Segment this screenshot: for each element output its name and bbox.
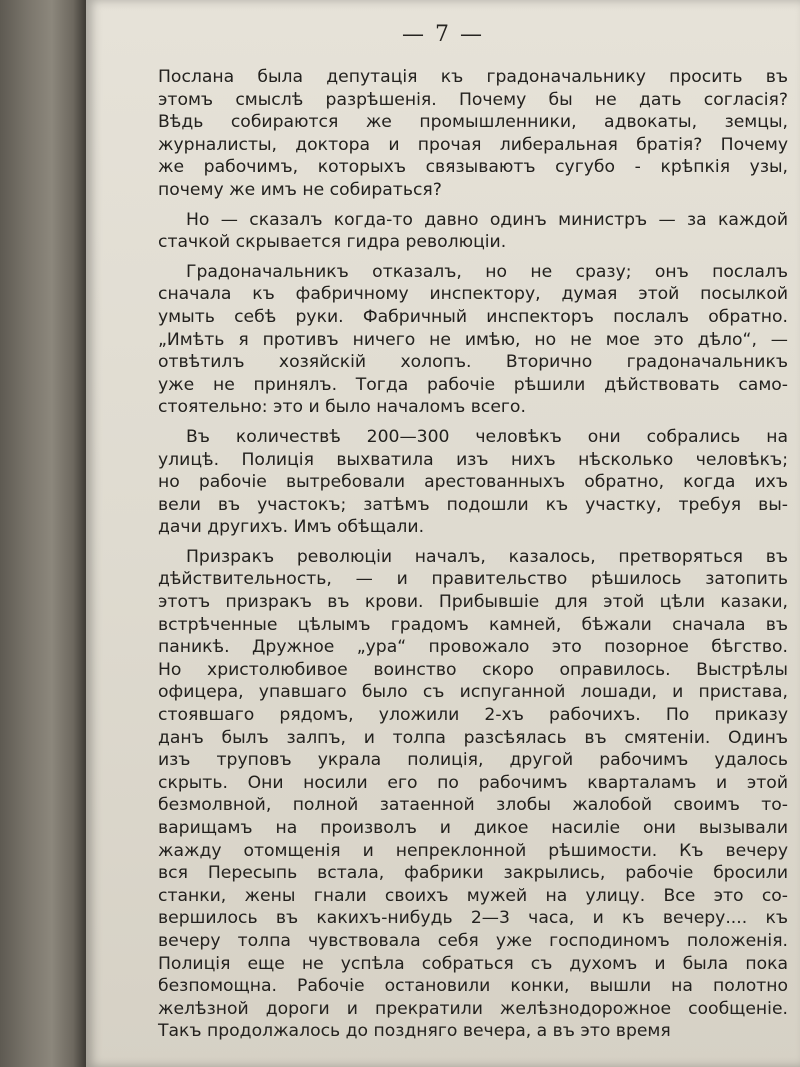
text-line: этотъ призракъ въ крови. Прибывшіе для этой цѣли казаки, <box>158 592 788 613</box>
body-text <box>158 66 788 1043</box>
text-line: жажду отомщенія и непреклонной рѣшимости. Къ вечеру <box>158 840 788 861</box>
text-line: вечеру толпа чувствовала себя уже господиномъ положенія. <box>158 930 788 951</box>
text-line: станки, жены гнали своихъ мужей на улицу. Все это со- <box>158 885 788 906</box>
text-line: Полиція еще не успѣла собраться съ духомъ и была пока <box>158 953 788 974</box>
paragraph <box>158 209 788 254</box>
text-line: паникѣ. Дружное „ура“ провожало это позорное бѣгство. <box>158 637 788 658</box>
text-line: же рабочимъ, которыхъ связываютъ сугубо - крѣпкія узы, <box>158 157 788 178</box>
text-line: дѣйствительность, — и правительство рѣшилось затопить <box>158 569 788 590</box>
text-line: встрѣченные цѣлымъ градомъ камней, бѣжали сначала въ <box>158 614 788 635</box>
text-line: изъ труповъ украла полиція, другой рабочимъ удалось <box>158 750 788 771</box>
text-line: Такъ продолжалось до поздняго вечера, а въ это время <box>158 1021 671 1042</box>
paragraph <box>158 66 788 202</box>
text-line: уже не принялъ. Тогда рабочіе рѣшили дѣйствовать само- <box>158 374 788 395</box>
text-line: Вѣдь собираются же промышленники, адвокаты, земцы, <box>158 112 788 133</box>
text-line: „Имѣть я противъ ничего не имѣю, но не мое это дѣло“, — <box>158 329 788 350</box>
text-line: офицера, упавшаго было съ испуганной лошади, и пристава, <box>158 682 788 703</box>
text-line: Но христолюбивое воинство скоро оправилось. Выстрѣлы <box>158 659 788 680</box>
text-line: вся Пересыпь встала, фабрики закрылись, рабочіе бросили <box>158 863 788 884</box>
page-number: — 7 — <box>402 22 484 47</box>
paragraph <box>158 426 788 539</box>
text-line: умыть себѣ руки. Фабричный инспекторъ послалъ обратно. <box>158 306 788 327</box>
book-spine <box>0 0 86 1067</box>
text-line: Градоначальникъ отказалъ, но не сразу; онъ послалъ <box>186 261 788 282</box>
text-line: журналисты, доктора и прочая либеральная братія? Почему <box>158 134 788 155</box>
book-page <box>86 0 800 1067</box>
text-line: сначала къ фабричному инспектору, думая этой посылкой <box>158 284 788 305</box>
text-line: стачкой скрывается гидра революціи. <box>158 232 507 253</box>
text-line: стоятельно: это и было началомъ всего. <box>158 397 526 418</box>
text-line: почему же имъ не собираться? <box>158 179 442 200</box>
text-line: отвѣтилъ хозяйскій холопъ. Вторично градоначальникъ <box>158 352 788 373</box>
text-line: улицѣ. Полиція выхватила изъ нихъ нѣсколько человѣкъ; <box>158 449 788 470</box>
text-line: этомъ смыслѣ разрѣшенія. Почему бы не дать согласія? <box>158 89 788 110</box>
text-line: вершилось въ какихъ-нибудь 2—3 часа, и къ вечеру.... къ <box>158 908 788 929</box>
text-line: безпомощна. Рабочіе остановили конки, вышли на полотно <box>158 976 788 997</box>
text-line: дачи другихъ. Имъ обѣщали. <box>158 517 425 538</box>
text-line: безмолвной, полной затаенной злобы жалобой своимъ то- <box>158 795 788 816</box>
text-line: данъ былъ залпъ, и толпа разсѣялась въ смятеніи. Одинъ <box>158 727 788 748</box>
text-line: Послана была депутація къ градоначальнику просить въ <box>158 67 788 87</box>
text-line: Въ количествѣ 200—300 человѣкъ они собрались на <box>186 426 788 447</box>
paragraph <box>158 261 788 419</box>
paragraph <box>158 546 788 1043</box>
text-line: вели въ участокъ; затѣмъ подошли къ участку, требуя вы- <box>158 494 788 515</box>
text-line: варищамъ на произволъ и дикое насиліе они вызывали <box>158 818 788 838</box>
text-line: но рабочіе вытребовали арестованныхъ обратно, когда ихъ <box>158 472 788 493</box>
text-line: скрыть. Они носили его по рабочимъ кварталамъ и этой <box>158 772 788 793</box>
text-line: стоявшаго рядомъ, уложили 2-хъ рабочихъ. По приказу <box>158 705 788 726</box>
text-line: Но — сказалъ когда-то давно одинъ министръ — за каждой <box>186 209 788 230</box>
text-line: Призракъ революціи началъ, казалось, претворяться въ <box>186 546 788 567</box>
text-line: желѣзной дороги и прекратили желѣзнодорожное сообщеніе. <box>158 998 788 1019</box>
